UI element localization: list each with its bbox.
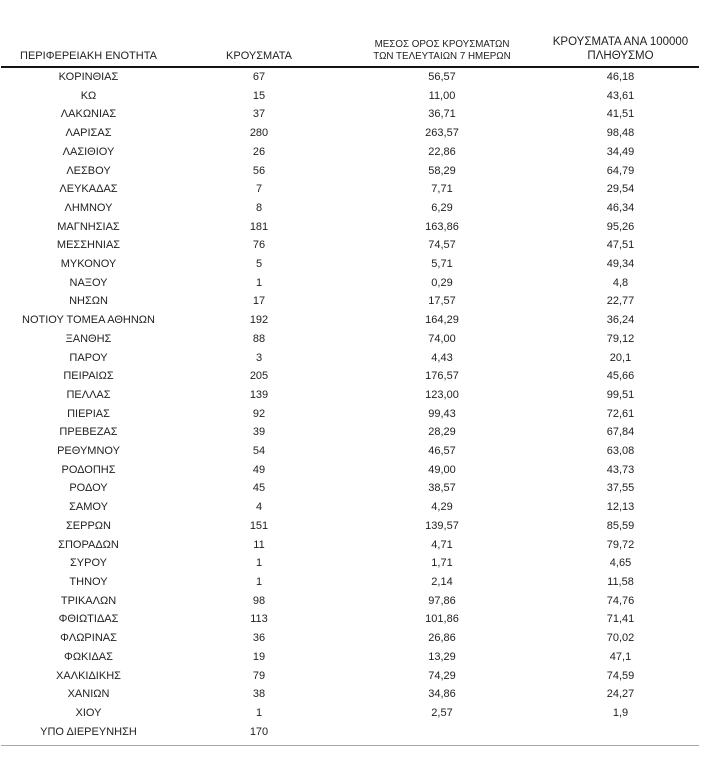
table-row <box>1 461 699 480</box>
cell-avg-7-days: 4,29 <box>431 501 453 514</box>
cell-regional-unit: ΚΟΡΙΝΘΙΑΣ <box>58 71 119 83</box>
cell-cases: 3 <box>255 351 263 364</box>
col-header-label-line1: ΚΡΟΥΣΜΑΤΑ ΑΝΑ 100000 <box>552 36 689 48</box>
table-row <box>1 199 699 218</box>
cell-avg-7-days: 49,00 <box>428 463 456 476</box>
cell-regional-unit: ΣΑΜΟΥ <box>69 501 108 514</box>
table-row <box>1 292 699 311</box>
cell-cases-per-100k: 43,61 <box>606 89 635 102</box>
cell-avg-7-days: 56,57 <box>428 71 456 83</box>
cell-regional-unit: ΤΗΝΟΥ <box>69 575 108 588</box>
col-header-label-line2: ΠΛΗΘΥΣΜΟ <box>587 49 654 62</box>
cell-avg-7-days: 36,71 <box>428 108 456 121</box>
cell-cases: 92 <box>252 407 266 420</box>
cell-cases-per-100k: 79,72 <box>606 538 635 551</box>
cell-avg-7-days: 1,71 <box>431 557 453 570</box>
table-row <box>1 479 699 498</box>
cell-cases: 76 <box>252 239 266 252</box>
cell-cases-per-100k: 98,48 <box>606 127 635 140</box>
cell-avg-7-days: 0,29 <box>431 276 453 289</box>
cell-cases: 26 <box>252 145 266 158</box>
cell-cases: 19 <box>252 650 266 663</box>
cell-cases: 192 <box>249 314 269 327</box>
table-row <box>1 442 699 461</box>
cell-avg-7-days: 74,29 <box>428 669 456 682</box>
cell-avg-7-days: 2,57 <box>431 706 453 719</box>
col-header-label-line2: ΤΩΝ ΤΕΛΕΥΤΑΙΩΝ 7 ΗΜΕΡΩΝ <box>373 51 511 62</box>
cell-cases-per-100k: 47,1 <box>609 650 632 663</box>
cell-cases-per-100k: 24,27 <box>606 688 635 701</box>
table-row <box>1 536 699 555</box>
cell-regional-unit: ΝΗΣΩΝ <box>69 295 108 308</box>
cell-avg-7-days: 6,29 <box>431 201 453 214</box>
cell-cases-per-100k: 95,26 <box>606 220 635 233</box>
cell-avg-7-days: 13,29 <box>428 650 456 663</box>
cell-cases: 280 <box>249 127 269 140</box>
table-row <box>1 554 699 573</box>
cell-regional-unit: ΧΑΛΚΙΔΙΚΗΣ <box>56 669 121 682</box>
cell-regional-unit: ΣΠΟΡΑΔΩΝ <box>58 538 119 551</box>
cell-cases-per-100k: 74,59 <box>606 669 635 682</box>
cell-cases: 38 <box>252 688 266 701</box>
cell-cases-per-100k: 37,55 <box>606 482 635 495</box>
cell-cases-per-100k: 34,49 <box>606 145 635 158</box>
table-row <box>1 498 699 517</box>
cell-cases-per-100k: 99,51 <box>606 388 635 401</box>
cell-cases: 181 <box>249 220 269 233</box>
cell-cases: 36 <box>252 632 266 645</box>
cell-avg-7-days: 97,86 <box>428 594 456 607</box>
cell-regional-unit: ΤΡΙΚΑΛΩΝ <box>60 594 117 607</box>
cell-cases-per-100k: 85,59 <box>606 519 635 532</box>
cell-cases: 56 <box>252 164 266 177</box>
table-row <box>1 67 699 87</box>
cell-regional-unit: ΚΩ <box>80 89 97 102</box>
cell-cases-per-100k: 4,8 <box>612 276 629 289</box>
cell-cases: 39 <box>252 426 266 439</box>
table-row <box>1 349 699 368</box>
col-header-avg-7-days <box>342 36 542 67</box>
cell-regional-unit: ΥΠΟ ΔΙΕΡΕΥΝΗΣΗ <box>40 725 137 738</box>
cell-cases-per-100k: 29,54 <box>606 183 635 196</box>
cell-avg-7-days: 4,71 <box>431 538 453 551</box>
cell-cases-per-100k: 45,66 <box>606 370 635 383</box>
cell-avg-7-days: 101,86 <box>425 613 459 626</box>
cell-regional-unit: ΛΑΚΩΝΙΑΣ <box>60 108 117 121</box>
cell-avg-7-days: 22,86 <box>428 145 456 158</box>
cell-cases-per-100k: 63,08 <box>606 445 635 458</box>
cell-cases: 113 <box>250 613 268 626</box>
cell-cases: 11 <box>253 538 265 551</box>
table-row <box>1 592 699 611</box>
cell-avg-7-days: 5,71 <box>431 258 453 271</box>
cell-regional-unit: ΠΑΡΟΥ <box>69 351 108 364</box>
table-body <box>1 67 699 746</box>
cell-avg-7-days: 4,43 <box>431 351 453 364</box>
cell-cases: 1 <box>255 706 263 719</box>
cell-cases: 15 <box>252 89 266 102</box>
cell-cases: 4 <box>255 501 263 514</box>
cell-cases-per-100k: 43,73 <box>606 463 635 476</box>
cell-avg-7-days <box>342 723 542 746</box>
cell-avg-7-days: 99,43 <box>428 407 456 420</box>
cell-regional-unit: ΦΘΙΩΤΙΔΑΣ <box>58 613 119 626</box>
cell-cases: 170 <box>249 725 269 738</box>
table-row <box>1 236 699 255</box>
cell-cases-per-100k: 41,51 <box>606 108 635 121</box>
table-header <box>1 36 699 67</box>
cell-cases-per-100k: 46,34 <box>606 201 635 214</box>
table-row <box>1 218 699 237</box>
cell-regional-unit: ΡΕΘΥΜΝΟΥ <box>57 445 120 458</box>
cell-regional-unit: ΠΡΕΒΕΖΑΣ <box>59 426 118 439</box>
table-row <box>1 704 699 723</box>
cell-regional-unit: ΡΟΔΟΥ <box>69 482 108 495</box>
cell-avg-7-days: 11,00 <box>428 89 456 102</box>
cell-regional-unit: ΛΑΣΙΘΙΟΥ <box>62 145 115 158</box>
cell-regional-unit: ΦΩΚΙΔΑΣ <box>64 650 113 663</box>
cell-avg-7-days: 28,29 <box>428 426 456 439</box>
table-row <box>1 311 699 330</box>
cell-cases-per-100k: 47,51 <box>606 239 635 252</box>
table-row <box>1 648 699 667</box>
cell-cases: 45 <box>252 482 266 495</box>
cell-cases-per-100k: 70,02 <box>606 632 635 645</box>
cell-cases: 54 <box>252 445 266 458</box>
cell-cases: 37 <box>252 108 266 121</box>
table-row <box>1 143 699 162</box>
table-row <box>1 610 699 629</box>
cell-regional-unit: ΛΗΜΝΟΥ <box>64 201 113 214</box>
cell-cases-per-100k: 49,34 <box>606 258 635 271</box>
table-row <box>1 180 699 199</box>
table-row <box>1 87 699 106</box>
cell-regional-unit: ΣΕΡΡΩΝ <box>66 519 111 532</box>
cell-avg-7-days: 163,86 <box>425 220 459 233</box>
cell-avg-7-days: 263,57 <box>425 127 459 140</box>
table-row <box>1 629 699 648</box>
col-header-cases-per-100k <box>542 36 699 67</box>
cell-cases: 205 <box>249 370 269 383</box>
cell-avg-7-days: 38,57 <box>428 482 456 495</box>
cell-regional-unit: ΞΑΝΘΗΣ <box>65 332 112 345</box>
cell-avg-7-days: 139,57 <box>425 519 459 532</box>
cell-cases: 139 <box>249 388 269 401</box>
cell-regional-unit: ΡΟΔΟΠΗΣ <box>61 463 116 476</box>
cell-avg-7-days: 46,57 <box>428 445 456 458</box>
col-header-label-line1: ΜΕΣΟΣ ΟΡΟΣ ΚΡΟΥΣΜΑΤΩΝ <box>374 39 510 50</box>
cell-regional-unit: ΣΥΡΟΥ <box>69 557 107 570</box>
cell-regional-unit: ΜΥΚΟΝΟΥ <box>60 258 117 271</box>
cell-regional-unit: ΛΕΥΚΑΔΑΣ <box>59 183 118 196</box>
cell-cases: 67 <box>252 71 266 83</box>
table-row <box>1 405 699 424</box>
col-header-label: ΚΡΟΥΣΜΑΤΑ <box>226 50 292 62</box>
cell-cases-per-100k: 11,58 <box>607 575 634 588</box>
table-row <box>1 330 699 349</box>
cell-cases: 79 <box>252 669 266 682</box>
cell-cases: 5 <box>255 258 263 271</box>
cell-regional-unit: ΠΕΛΛΑΣ <box>66 388 111 401</box>
cell-cases: 8 <box>255 201 263 214</box>
cell-cases-per-100k: 79,12 <box>606 332 635 345</box>
cell-cases: 49 <box>252 463 266 476</box>
cell-cases: 1 <box>255 575 263 588</box>
cell-regional-unit: ΧΑΝΙΩΝ <box>67 688 110 701</box>
cell-regional-unit: ΧΙΟΥ <box>75 706 102 719</box>
col-header-regional-unit <box>1 36 176 67</box>
cell-regional-unit: ΦΛΩΡΙΝΑΣ <box>60 632 117 645</box>
cell-regional-unit: ΜΑΓΝΗΣΙΑΣ <box>57 220 120 233</box>
table-row <box>1 124 699 143</box>
col-header-cases <box>176 36 342 67</box>
table-row <box>1 667 699 686</box>
cell-avg-7-days: 58,29 <box>428 164 456 177</box>
cell-cases: 7 <box>255 183 263 196</box>
cell-cases: 98 <box>252 594 266 607</box>
table-row <box>1 723 699 746</box>
cell-regional-unit: ΠΙΕΡΙΑΣ <box>67 407 110 420</box>
cell-avg-7-days: 74,00 <box>428 332 456 345</box>
cell-regional-unit: ΛΑΡΙΣΑΣ <box>65 127 112 140</box>
cell-regional-unit: ΠΕΙΡΑΙΩΣ <box>63 370 114 383</box>
cell-cases-per-100k: 22,77 <box>606 295 635 308</box>
table-row <box>1 517 699 536</box>
cell-regional-unit: ΝΟΤΙΟΥ ΤΟΜΕΑ ΑΘΗΝΩΝ <box>22 314 155 327</box>
cell-avg-7-days: 26,86 <box>428 632 456 645</box>
table-row <box>1 573 699 592</box>
table-row <box>1 105 699 124</box>
cell-cases: 1 <box>255 557 263 570</box>
table-row <box>1 367 699 386</box>
table-row <box>1 274 699 293</box>
cell-avg-7-days: 34,86 <box>428 688 456 701</box>
cell-cases: 17 <box>252 295 266 308</box>
table-row <box>1 386 699 405</box>
cell-avg-7-days: 176,57 <box>425 370 459 383</box>
cell-cases-per-100k: 74,76 <box>606 594 635 607</box>
cell-cases: 88 <box>252 332 266 345</box>
regional-cases-table <box>1 36 699 746</box>
cell-avg-7-days: 164,29 <box>425 314 459 327</box>
cell-regional-unit: ΜΕΣΣΗΝΙΑΣ <box>56 239 121 252</box>
cell-cases-per-100k: 71,41 <box>606 613 635 626</box>
cell-cases-per-100k: 46,18 <box>606 71 635 83</box>
cell-avg-7-days: 7,71 <box>431 183 453 196</box>
cell-cases: 151 <box>249 519 269 532</box>
cell-avg-7-days: 17,57 <box>428 295 456 308</box>
cell-cases-per-100k: 1,9 <box>612 706 629 719</box>
cell-cases-per-100k: 72,61 <box>606 407 635 420</box>
cell-avg-7-days: 74,57 <box>428 239 456 252</box>
cell-cases-per-100k: 12,13 <box>606 501 635 514</box>
cell-regional-unit: ΛΕΣΒΟΥ <box>66 164 111 177</box>
cell-cases-per-100k: 64,79 <box>606 164 635 177</box>
header-row <box>1 36 699 67</box>
cell-regional-unit: ΝΑΞΟΥ <box>69 276 108 289</box>
col-header-label: ΠΕΡΙΦΕΡΕΙΑΚΗ ΕΝΟΤΗΤΑ <box>20 50 157 62</box>
cell-cases-per-100k: 67,84 <box>606 426 635 439</box>
table-row <box>1 162 699 181</box>
cell-cases-per-100k: 36,24 <box>606 314 635 327</box>
cell-cases-per-100k: 4,65 <box>609 557 632 570</box>
table-row <box>1 255 699 274</box>
cell-cases-per-100k <box>542 723 699 746</box>
cell-cases-per-100k: 20,1 <box>609 351 632 364</box>
table-row <box>1 423 699 442</box>
cell-avg-7-days: 123,00 <box>425 388 459 401</box>
cell-cases: 1 <box>255 276 263 289</box>
cell-avg-7-days: 2,14 <box>431 575 453 588</box>
table-row <box>1 685 699 704</box>
